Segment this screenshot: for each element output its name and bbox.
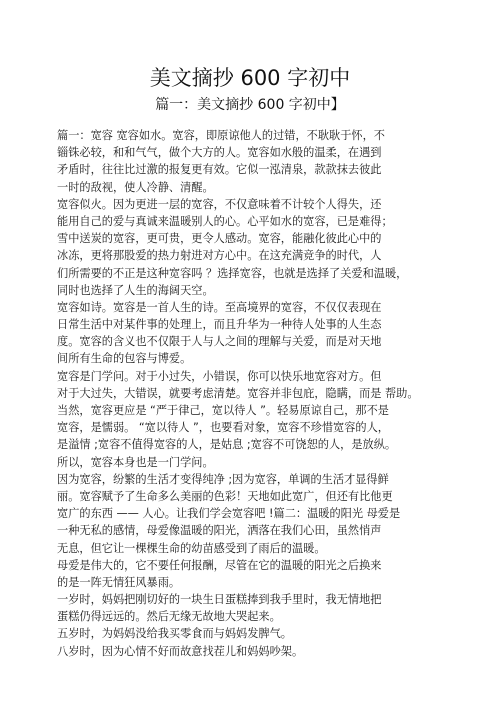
body-line: 日常生活中对某件事的处理上，而且升华为一种待人处事的人生态 [57, 318, 382, 332]
body-line: 能用自己的爱与真诚来温暖别人的心。心平如水的宽容，已是难得； [57, 214, 393, 228]
body-line: 一岁时，妈妈把刚切好的一块生日蛋糕捧到我手里时，我无情地把 [57, 593, 382, 607]
document-subtitle: 篇一：美文摘抄 600 字初中】 [155, 97, 345, 113]
body-line: 无息，但它让一棵棵生命的幼苗感受到了雨后的温暖。 [57, 541, 326, 555]
body-line: 母爱是伟大的，它不要任何报酬，尽管在它的温暖的阳光之后换来 [57, 558, 382, 572]
body-line: 锱铢必较，和和气气，做个大方的人。宽容如水般的温柔，在遇到 [57, 146, 382, 160]
body-line: 一时的敌视，使人冷静、清醒。 [57, 180, 214, 194]
body-line: 间所有生命的包容与博爱。 [57, 352, 192, 366]
body-line: 宽容似火。因为更进一层的宽容，不仅意味着不计较个人得失，还 [57, 197, 382, 211]
body-line: 是溢情 ;宽容不值得宽容的人，是姑息 ;宽容不可饶恕的人，是放纵。 [57, 438, 397, 452]
body-line: 同时也选择了人生的海阔天空。 [57, 283, 214, 297]
body-line: 宽容，是懦弱。 “宽以待人 ”，也要看对象，宽容不珍惜宽容的人， [57, 421, 389, 435]
body-line: 蛋糕仍得远远的。然后无缘无故地大哭起来。 [57, 610, 281, 624]
body-line: 对于大过失，大错误，就要考虑清楚。宽容并非包庇，隐瞒，而是 帮助。 [57, 386, 419, 400]
body-line: 宽容如诗。宽容是一首人生的诗。至高境界的宽容，不仅仅表现在 [57, 300, 382, 314]
body-line: 丽。宽容赋予了生命多么美丽的色彩！天地如此宽广，但还有比他更 [57, 489, 393, 503]
body-line: 度。宽容的含义也不仅限于人与人之间的理解与关爱，而是对天地 [57, 335, 382, 349]
body-line: 篇一：宽容 宽容如水。宽容，即原谅他人的过错，不耿耿于怀，不 [57, 129, 385, 142]
body-line: 五岁时，为妈妈没给我买零食而与妈妈发脾气。 [57, 627, 292, 641]
document-body [57, 127, 447, 660]
body-line: 因为宽容，纷繁的生活才变得纯净 ;因为宽容，单调的生活才显得鲜 [57, 472, 389, 486]
body-line: 所以，宽容本身也是一门学问。 [57, 455, 214, 469]
body-line: 宽容是门学问。对于小过失，小错误，你可以快乐地宽容对方。但 [57, 369, 382, 383]
body-line: 宽广的东西 —— 人心。让我们学会宽容吧 !篇二：温暖的阳光 母爱是 [57, 507, 401, 521]
body-line: 的是一阵无情狂风暴雨。 [57, 575, 181, 589]
body-line: 们所需要的不正是这种宽容吗 ？选择宽容，也就是选择了关爱和温暖， [57, 266, 408, 280]
body-line: 八岁时，因为心情不好而故意找茬儿和妈妈吵架。 [57, 644, 304, 658]
body-line: 当然，宽容更应是 “严于律己，宽以待人 ”。轻易原谅自己，那不是 [57, 404, 389, 417]
document-title: 美文摘抄 600 字初中 [149, 66, 351, 90]
body-line: 冰冻，更将那股爱的热力射进对方心中。在这充满竞争的时代，人 [57, 249, 382, 263]
body-line: 雪中送炭的宽容，更可贵，更令人感动。宽容，能融化彼此心中的 [57, 232, 382, 246]
body-line: 一种无私的感情，母爱像温暖的阳光，洒落在我们心田，虽然悄声 [57, 524, 382, 538]
body-line: 矛盾时，往往比过激的报复更有效。它似一泓清泉，款款抹去彼此 [57, 163, 382, 177]
